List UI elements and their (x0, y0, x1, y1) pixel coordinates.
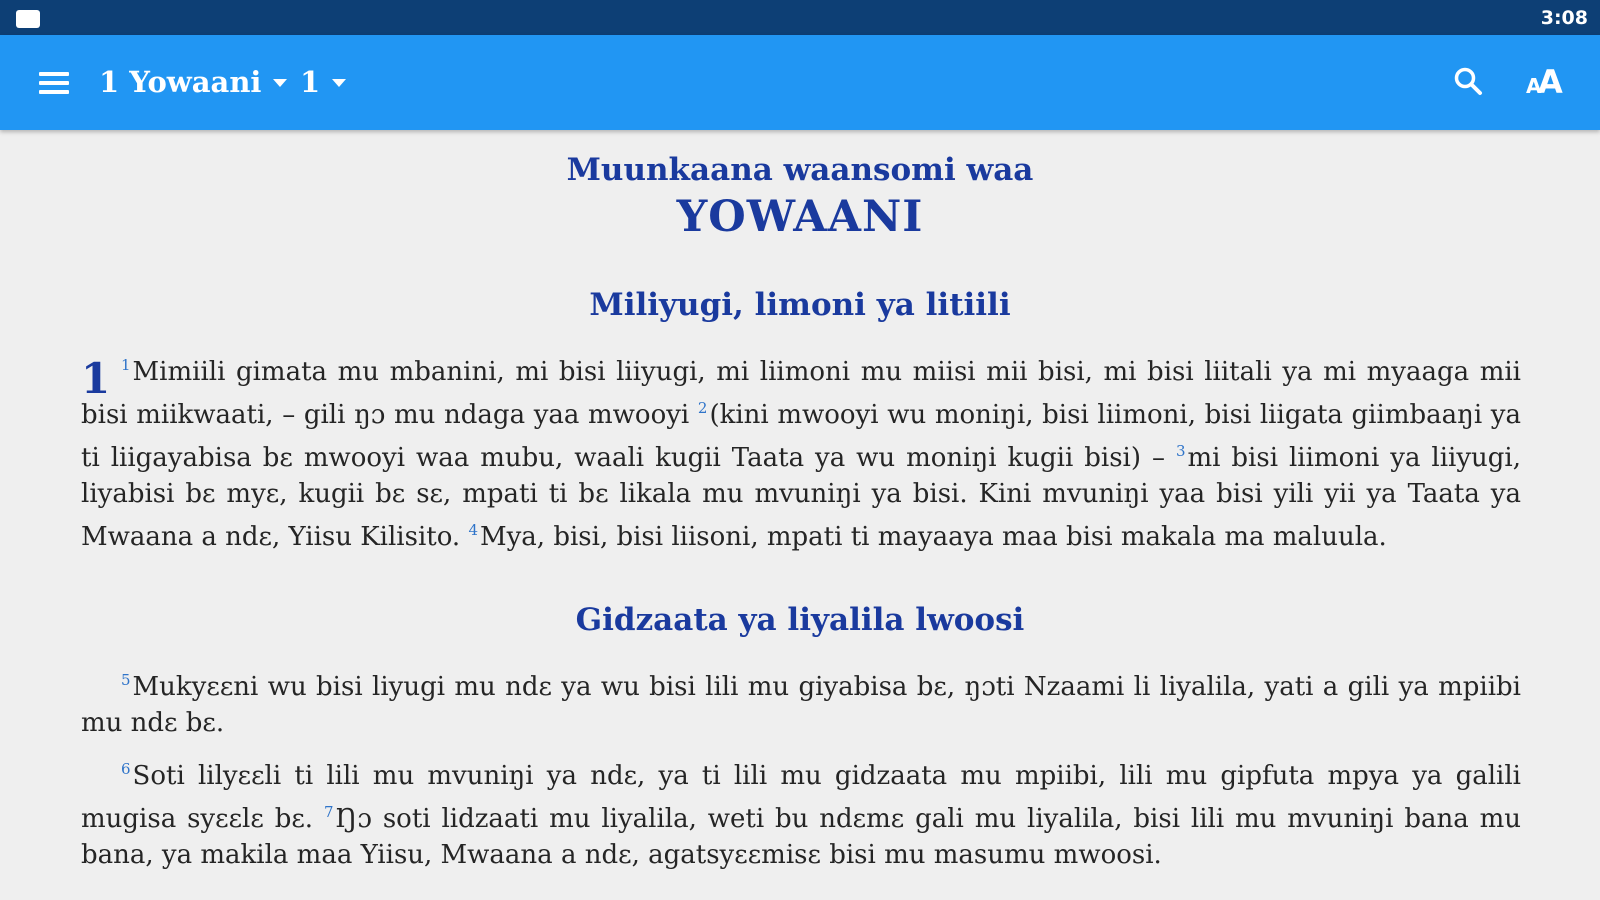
section-heading: Gidzaata ya liyalila lwoosi (575, 602, 1025, 638)
scripture-paragraph (81, 347, 1521, 555)
verse-text[interactable]: Mukyɛɛni wu bisi liyugi mu ndɛ ya wu bisi lili mu giyabisa bɛ, ŋɔti Nzaami li liyalila, yati a gili ya mpiibi mu ndɛ bɛ. (81, 672, 1521, 738)
dropdown-caret-icon (332, 79, 346, 87)
verse-text[interactable]: Mimiili gimata mu mbanini, mi bisi liiyugi, mi liimoni mu miisi mii bisi, mi bisi liitali ya mi myaaga mii bisi miikwaati, – gili ŋɔ mu ndaga yaa mwooyi (81, 357, 1521, 430)
verse-number[interactable]: 6 (121, 760, 131, 778)
verse-number[interactable]: 2 (697, 399, 708, 417)
section-heading: Miliyugi, limoni ya litiili (589, 287, 1011, 323)
verse-text[interactable]: Soti lilyɛɛli ti lili mu mvuniŋi ya ndɛ, ya ti lili mu gidzaata mu mpiibi, lili mu gipfuta mpya ya galili mugisa syɛɛlɛ bɛ. (81, 761, 1521, 834)
scripture-content[interactable] (0, 130, 1600, 900)
search-icon[interactable] (1452, 65, 1486, 99)
verse-text[interactable]: Ŋɔ soti lidzaati mu liyalila, weti bu ndɛmɛ gali mu liyalila, bisi lili mu mvuniŋi bana mu bana, ya makila maa Yiisu, Mwaana a ndɛ, agatsyɛɛmisɛ bisi mu masumu mwoosi. (81, 804, 1522, 870)
svg-text:A: A (1538, 63, 1563, 97)
text-size-icon[interactable] (1526, 63, 1566, 101)
verse-number[interactable]: 7 (323, 803, 334, 821)
verse-number[interactable]: 1 (121, 356, 131, 374)
verse-text[interactable]: mi bisi liimoni ya liiyugi, liyabisi bɛ myɛ, kugii bɛ sɛ, mpati ti bɛ likala mu mvuniŋi ya bisi. Kini mvuniŋi yaa bisi yili yii ya Taata ya Mwaana a ndɛ, Yiisu Kilisito. (81, 443, 1522, 552)
verse-number[interactable]: 3 (1175, 442, 1186, 460)
chapter-selector[interactable] (300, 62, 346, 102)
book-intro-title: Muunkaana waansomi waa (566, 152, 1034, 188)
app-bar (0, 35, 1600, 130)
hamburger-menu-icon[interactable] (39, 70, 71, 96)
book-selector-label: 1 Yowaani (99, 65, 262, 99)
status-time: 3:08 (1540, 7, 1588, 29)
chapter-selector-label: 1 (300, 65, 321, 99)
book-selector[interactable] (99, 62, 287, 102)
chapter-number: 1 (81, 354, 111, 403)
status-bar (0, 0, 1600, 35)
verse-text[interactable]: (kini mwooyi wu moniŋi, bisi liimoni, bisi liigata giimbaaŋi ya ti liigayabisa bɛ mwooyi waa mubu, waali kugii Taata ya wu moniŋi kugii bisi) – (81, 400, 1521, 473)
verse-text[interactable]: Mya, bisi, bisi liisoni, mpati ti mayaaya maa bisi makala ma maluula. (479, 522, 1387, 552)
verse-number[interactable]: 5 (121, 671, 131, 689)
dropdown-caret-icon (273, 79, 287, 87)
notification-app-icon (16, 10, 40, 28)
scripture-paragraph (81, 662, 1521, 741)
scripture-paragraph (81, 751, 1521, 873)
svg-text:A: A (1526, 74, 1542, 97)
book-title: YOWAANI (676, 192, 924, 242)
verse-number[interactable]: 4 (468, 521, 478, 539)
